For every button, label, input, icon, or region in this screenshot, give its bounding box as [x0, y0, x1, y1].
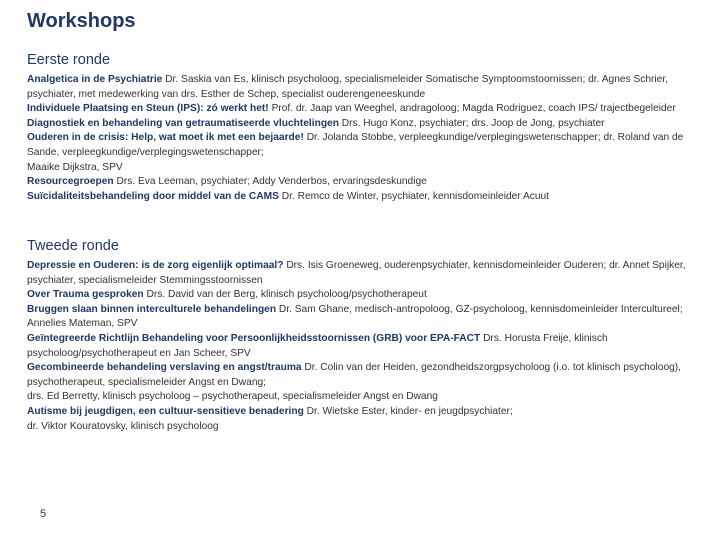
- workshop-title: Geïntegreerde Richtlijn Behandeling voor Persoonlijkheidsstoornissen (GRB) voor EPA-FACT: [27, 332, 481, 344]
- workshop-speakers: dr. Viktor Kouratovsky, klinisch psycholoog: [27, 420, 219, 432]
- list-item: [27, 161, 695, 176]
- workshop-title: Diagnostiek en behandeling van getraumatiseerde vluchtelingen: [27, 117, 339, 129]
- workshop-title: Autisme bij jeugdigen, een cultuur-sensitieve benadering: [27, 405, 304, 417]
- list-item: [27, 175, 695, 190]
- section-tweede-ronde: [27, 238, 695, 434]
- workshop-speakers: Dr. Wietske Ester, kinder- en jeugdpsychiater;: [306, 405, 513, 417]
- entry-list: [27, 259, 695, 434]
- list-item: [27, 420, 695, 435]
- section-heading: Eerste ronde: [27, 52, 111, 68]
- list-item: [27, 117, 695, 132]
- workshop-title: Depressie en Ouderen: is de zorg eigenlijk optimaal?: [27, 260, 284, 271]
- workshop-speakers: drs. Ed Berretty, klinisch psycholoog – psychotherapeut, specialismeleider Angst en Dwang: [27, 391, 438, 403]
- workshop-speakers: Dr. Colin van der Heiden, gezondheidszorgpsycholoog (i.o. tot klinisch psycholoog), psychotherapeut, specialismeleider Angst en Dwang;: [27, 362, 682, 388]
- workshop-speakers: Drs. Eva Leeman, psychiater; Addy Venderbos, ervaringsdeskundige: [116, 176, 427, 188]
- page-title: Workshops: [27, 10, 136, 32]
- list-item: [27, 332, 695, 361]
- workshop-speakers: Drs. Horusta Freije, klinisch psycholoog/psychotherapeut en Jan Scheer, SPV: [27, 332, 608, 359]
- workshop-speakers: Dr. Remco de Winter, psychiater, kennisdomeinleider Acuut: [281, 190, 550, 202]
- list-item: [27, 190, 695, 205]
- section-heading: Tweede ronde: [27, 238, 119, 254]
- list-item: [27, 361, 695, 390]
- workshop-speakers: Prof. dr. Jaap van Weeghel, andragoloog; Magda Rodriguez, coach IPS/ trajectbegeleider: [271, 103, 676, 115]
- entry-list: [27, 73, 695, 204]
- list-item: [27, 303, 695, 332]
- workshop-speakers: Dr. Saskia van Es, klinisch psycholoog, specialismeleider Somatische Symptoomstoornissen; dr. Agnes Schrier, psychiater, met medewerking van drs. Esther de Schep, specialist ouderengeneeskunde: [27, 74, 668, 100]
- page-number: 5: [40, 508, 47, 520]
- workshop-title: Over Trauma gesproken: [27, 289, 144, 301]
- list-item: [27, 73, 695, 102]
- workshop-speakers: Dr. Sam Ghane, medisch-antropoloog, GZ-psycholoog, kennisdomeinleider Intercultureel; Annelies Mateman, SPV: [27, 303, 683, 330]
- list-item: [27, 405, 695, 420]
- list-item: [27, 288, 695, 303]
- workshop-speakers: Maaike Dijkstra, SPV: [27, 161, 123, 173]
- workshop-title: Resourcegroepen: [27, 176, 114, 188]
- list-item: [27, 259, 695, 288]
- workshop-title: Ouderen in de crisis: Help, wat moet ik met een bejaarde!: [27, 132, 304, 144]
- workshop-title: Bruggen slaan binnen interculturele behandelingen: [27, 303, 277, 315]
- workshop-title: Individuele Plaatsing en Steun (IPS): zó werkt het!: [27, 103, 269, 115]
- workshop-speakers: Drs. Hugo Konz, psychiater; drs. Joop de Jong, psychiater: [341, 117, 605, 129]
- section-eerste-ronde: [27, 52, 695, 204]
- workshop-title: Suïcidaliteitsbehandeling door middel van de CAMS: [27, 190, 279, 202]
- list-item: [27, 102, 695, 117]
- list-item: [27, 131, 695, 160]
- workshop-title: Analgetica in de Psychiatrie: [27, 74, 163, 85]
- workshop-speakers: Drs. Isis Groeneweg, ouderenpsychiater, kennisdomeinleider Ouderen; dr. Annet Spijker, psychiater, specialismeleider Stemmingsstoornissen: [27, 260, 686, 286]
- workshop-speakers: Dr. Jolanda Stobbe, verpleegkundige/verplegingswetenschapper; dr. Roland van de Sande, verpleegkundige/verplegingswetenschapper;: [27, 132, 684, 158]
- workshop-title: Gecombineerde behandeling verslaving en angst/trauma: [27, 362, 302, 374]
- list-item: [27, 390, 695, 405]
- workshop-speakers: Drs. David van der Berg, klinisch psycholoog/psychotherapeut: [146, 289, 427, 301]
